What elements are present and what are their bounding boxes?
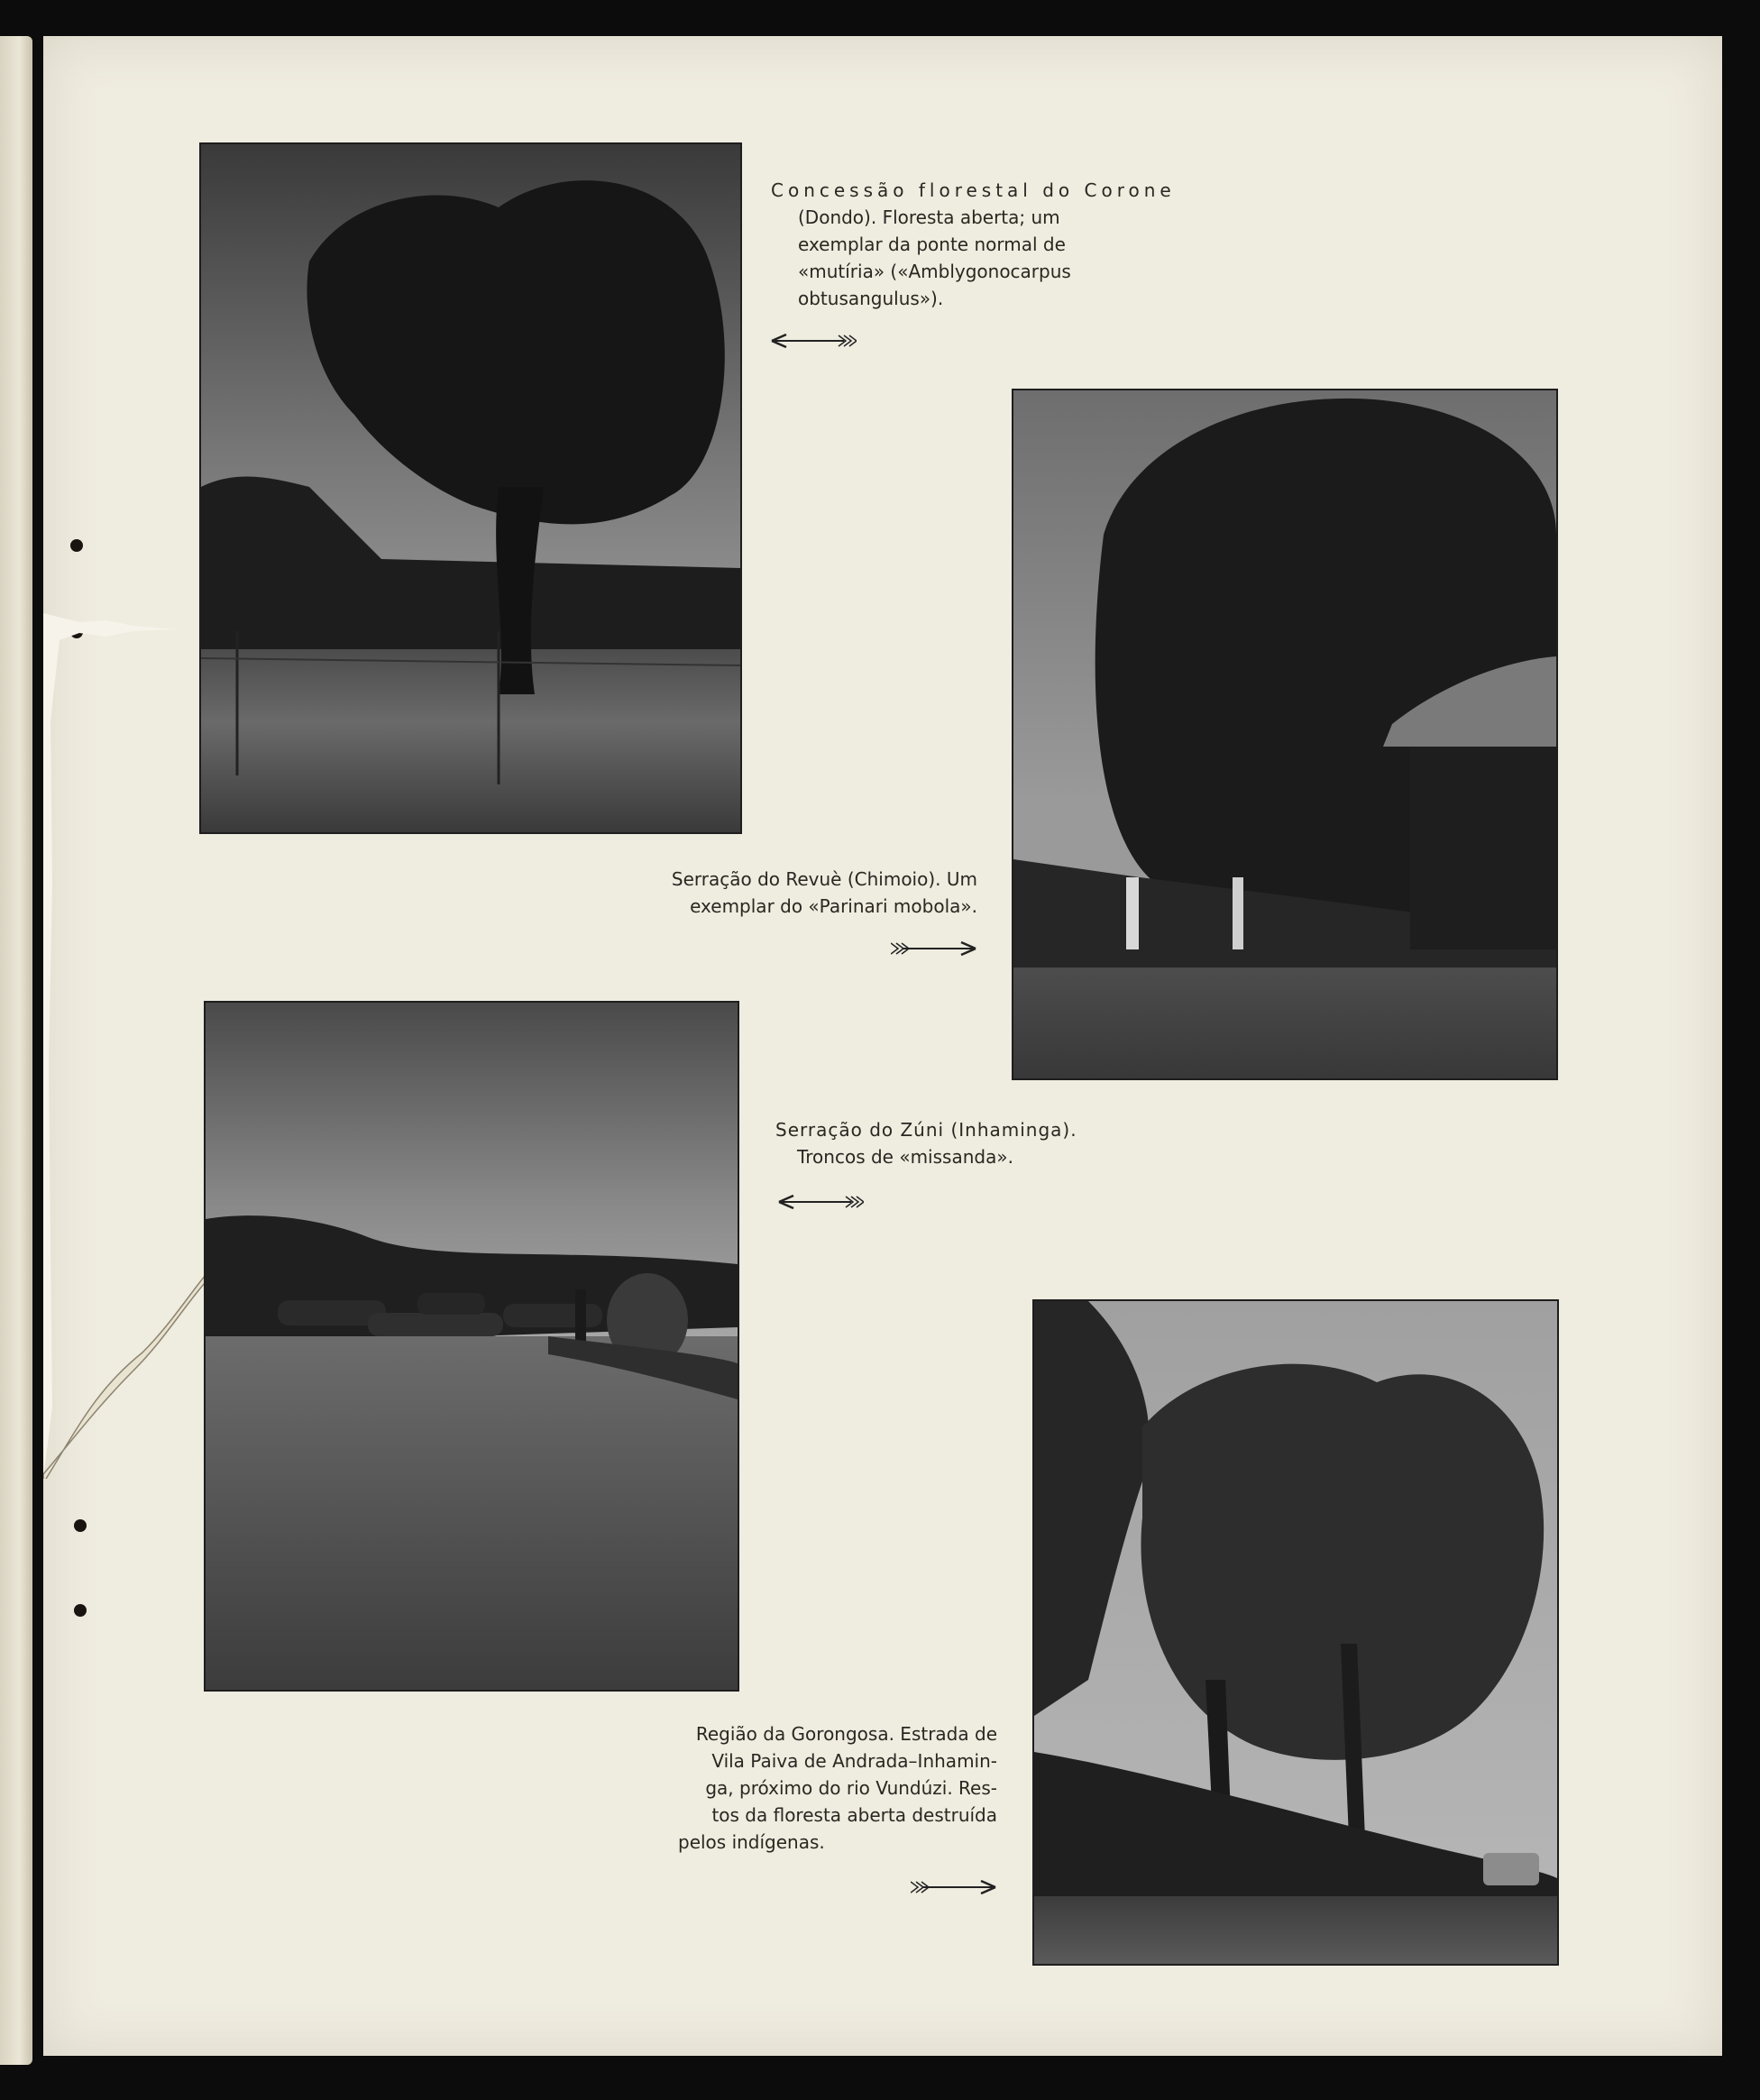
caption-line: tos da floresta aberta destruída bbox=[711, 1804, 997, 1826]
caption-line: ga, próximo do rio Vundúzi. Res- bbox=[705, 1777, 997, 1799]
photo-revue-sawmill bbox=[1013, 390, 1556, 1078]
caption-line: pelos indígenas. bbox=[678, 1831, 825, 1853]
caption-line: exemplar do «Parinari mobola». bbox=[690, 895, 977, 917]
caption-photo-2 bbox=[622, 866, 977, 920]
caption-line: Vila Paiva de Andrada–Inhamin- bbox=[711, 1750, 997, 1772]
binding-hole bbox=[74, 1519, 87, 1532]
caption-photo-4 bbox=[631, 1720, 997, 1856]
book-spine-edge bbox=[0, 36, 32, 2065]
photo-gorongosa-road bbox=[1034, 1301, 1557, 1964]
arrow-right-icon bbox=[911, 1878, 999, 1896]
binding-hole bbox=[70, 626, 83, 638]
caption-line: «mutíria» («Amblygonocarpus bbox=[798, 261, 1071, 282]
caption-line: Região da Gorongosa. Estrada de bbox=[695, 1723, 997, 1745]
binding-hole bbox=[74, 1604, 87, 1617]
arrow-right-icon bbox=[891, 940, 979, 958]
caption-line: Serração do Revuè (Chimoio). Um bbox=[671, 868, 977, 890]
caption-line: (Dondo). Floresta aberta; um bbox=[798, 206, 1060, 228]
caption-line: Serração do Zúni (Inhaminga). bbox=[775, 1119, 1077, 1141]
caption-photo-1 bbox=[771, 177, 1176, 312]
arrow-left-icon bbox=[775, 1193, 864, 1211]
caption-line: exemplar da ponte normal de bbox=[798, 234, 1066, 255]
binding-hole bbox=[70, 539, 83, 552]
photo-zuni-logs bbox=[206, 1003, 738, 1690]
caption-line: obtusangulus»). bbox=[798, 288, 944, 309]
caption-photo-3 bbox=[775, 1116, 1077, 1170]
arrow-left-icon bbox=[768, 332, 857, 350]
caption-line: Concessão florestal do Corone bbox=[771, 179, 1176, 201]
photo-tree-corone bbox=[201, 144, 740, 832]
caption-line: Troncos de «missanda». bbox=[797, 1146, 1013, 1168]
